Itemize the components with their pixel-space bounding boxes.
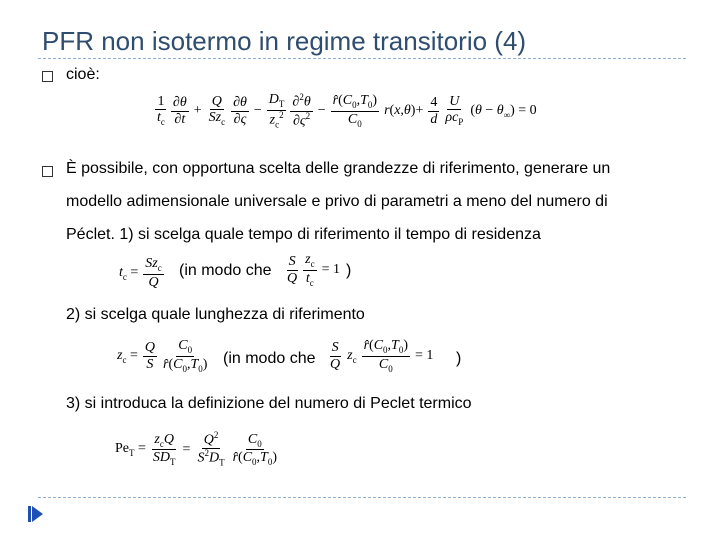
bullet1-text: cioè: xyxy=(66,66,100,83)
step2-text: 2) si scelga quale lunghezza di riferimento xyxy=(66,306,365,323)
residence-time-equation: $t_c$ = $\frac{Sz_c}{Q}$ xyxy=(119,256,162,290)
condition-equation-2: $\frac{S}{Q}$ $z_c$ $\frac{r̂(C_0,T_0)}{C_0}$ = 1 xyxy=(330,338,434,374)
footer-divider xyxy=(38,497,686,498)
peclet-equation: $Pe_T$ = $\frac{z_cQ}{SD_T}$ = $\frac{Q^2}{S^2D_T}$ $\frac{C_0}{r̂(C_0,T_0)}$ xyxy=(115,430,277,468)
condition-equation-1: $\frac{S}{Q}$ $\frac{z_c}{t_c}$ = 1 xyxy=(287,252,340,288)
slide-title: PFR non isotermo in regime transitorio (4) xyxy=(42,26,527,56)
empty-square-icon xyxy=(42,71,53,82)
condition-open-2: (in modo che xyxy=(223,350,316,367)
title-divider xyxy=(38,58,686,59)
bullet2-line3: Péclet. 1) si scelga quale tempo di riferimento il tempo di residenza xyxy=(66,226,541,243)
condition-close-1: ) xyxy=(346,262,352,279)
energy-balance-equation: $\frac{1}{t_c}$ $\frac{\partial\theta}{\partial t}$ + $\frac{Q}{Sz_c}$ $\frac{\partial\theta}{\partial\varsigma}$ − $\frac{D_T}{z_c^2}$ $\frac{\partial^2\theta}{\partial\varsigma^2}$ − $\frac{r̂(C_0,T_0)}{C_0}$ r(x,θ)+ $\frac{4}{d}$ $\frac{U}{\rho c_P}$ $(\theta - \theta_\infty) = 0$ xyxy=(157,92,537,130)
condition-close-2: ) xyxy=(456,350,462,367)
bullet2-line1: È possibile, con opportuna scelta delle grandezze di riferimento, generare un xyxy=(66,160,611,177)
condition-open-1: (in modo che xyxy=(179,262,272,279)
step3-text: 3) si introduca la definizione del numero di Peclet termico xyxy=(66,395,472,412)
play-arrow-icon[interactable] xyxy=(32,506,43,522)
reference-length-equation: $z_c$ = $\frac{Q}{S}$ $\frac{C_0}{r̂(C_0,T_0)}$ xyxy=(117,338,208,374)
empty-square-icon xyxy=(42,166,53,177)
bullet2-line2: modello adimensionale universale e privo di parametri a meno del numero di xyxy=(66,193,608,210)
nav-bar-icon[interactable] xyxy=(28,506,31,522)
